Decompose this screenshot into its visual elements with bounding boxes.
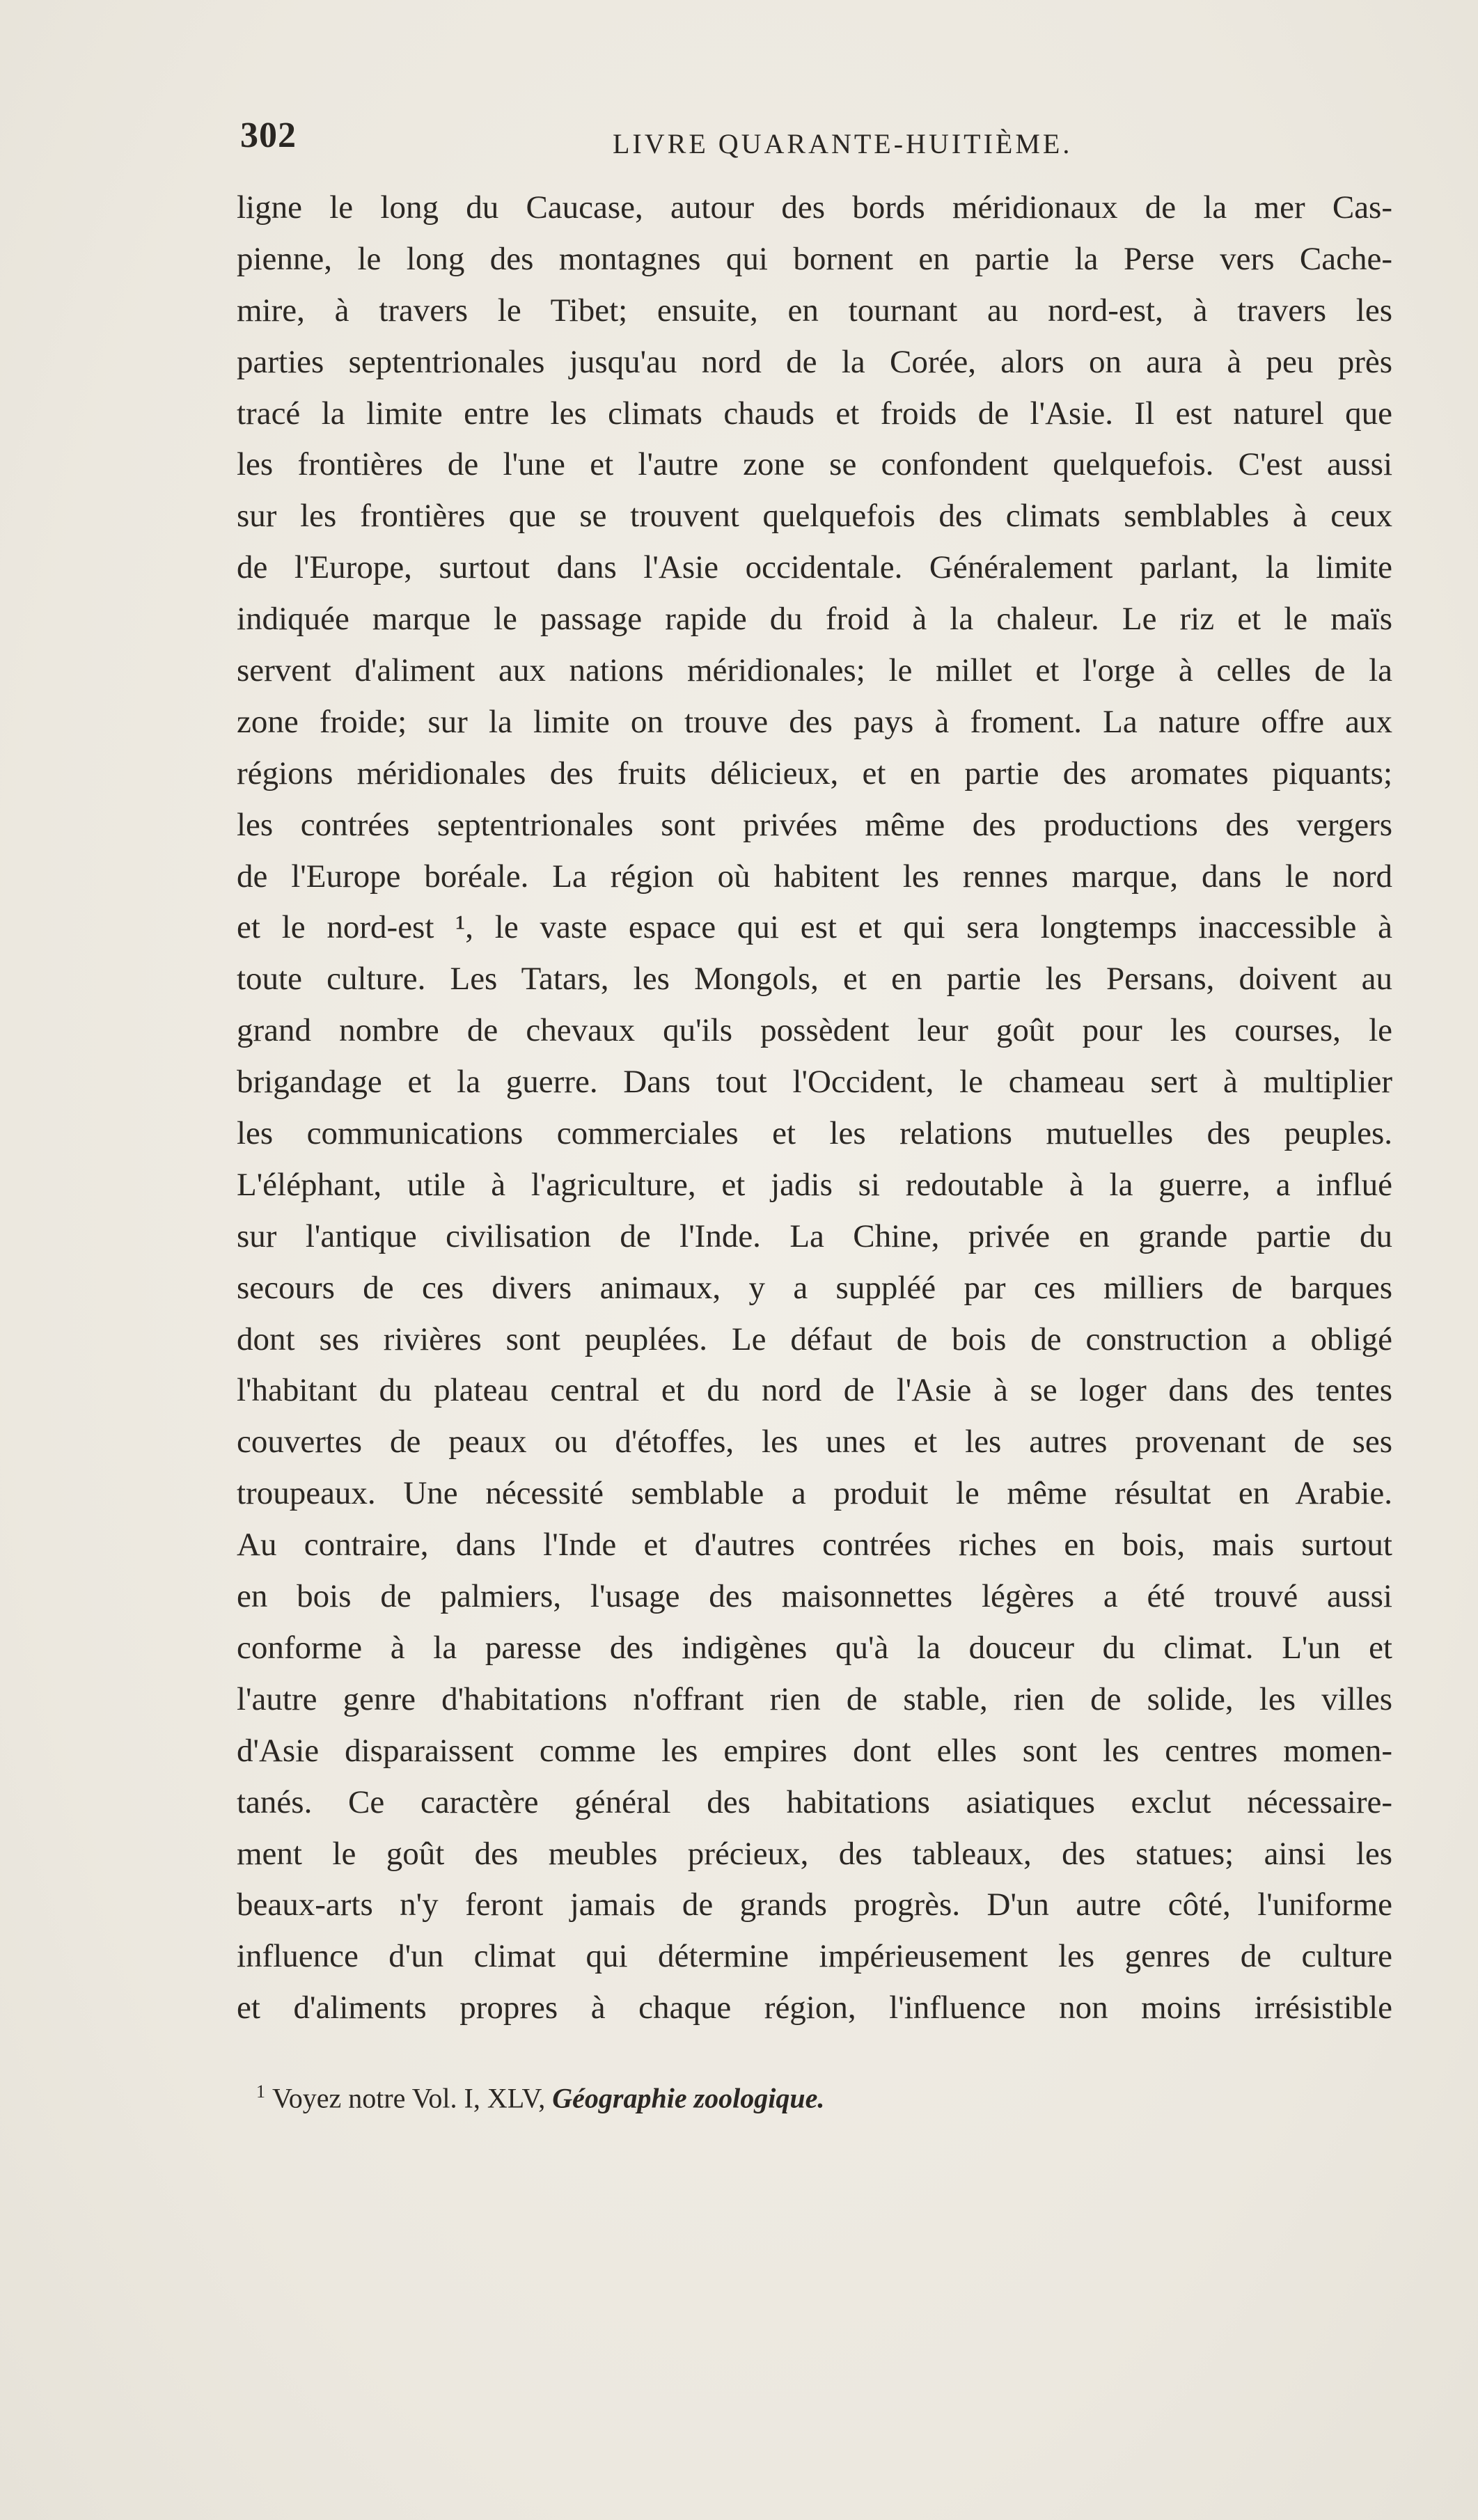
body-text [237,182,1392,2034]
text-line: Au contraire, dans l'Inde et d'autres contrées riches en bois, mais surtout [237,1527,1392,1564]
text-line: et d'aliments propres à chaque région, l'influence non moins irrésistible [237,1990,1392,2026]
text-line: l'habitant du plateau central et du nord de l'Asie à se loger dans des tentes [237,1372,1392,1409]
text-line: les communications commerciales et les relations mutuelles des peuples. [237,1115,1392,1152]
text-line: de l'Europe boréale. La région où habitent les rennes marque, dans le nord [237,858,1392,895]
text-line: d'Asie disparaissent comme les empires dont elles sont les centres momen- [237,1732,1392,1769]
text-line: brigandage et la guerre. Dans tout l'Occident, le chameau sert à multiplier [237,1064,1392,1101]
text-line: et le nord-est ¹, le vaste espace qui est et qui sera longtemps inaccessible à [237,909,1392,946]
text-line: troupeaux. Une nécessité semblable a produit le même résultat en Arabie. [237,1475,1392,1512]
text-line: couvertes de peaux ou d'étoffes, les unes et les autres provenant de ses [237,1424,1392,1460]
page-number: 302 [240,116,297,155]
page-header [237,115,1385,171]
text-line: influence d'un climat qui détermine impérieusement les genres de culture [237,1938,1392,1975]
text-line: de l'Europe, surtout dans l'Asie occidentale. Généralement parlant, la limite [237,549,1392,586]
text-line: dont ses rivières sont peuplées. Le défaut de bois de construction a obligé [237,1321,1392,1357]
text-line: L'éléphant, utile à l'agriculture, et jadis si redoutable à la guerre, a influé [237,1166,1392,1203]
text-line: tanés. Ce caractère général des habitations asiatiques exclut nécessaire- [237,1783,1392,1820]
text-line: indiquée marque le passage rapide du froid à la chaleur. Le riz et le maïs [237,601,1392,638]
text-line: sur les frontières que se trouvent quelquefois des climats semblables à ceux [237,498,1392,535]
footnote [256,2081,1300,2114]
text-line: pienne, le long des montagnes qui bornent en partie la Perse vers Cache- [237,240,1392,277]
text-line: les contrées septentrionales sont privées même des productions des vergers [237,806,1392,843]
text-line: ligne le long du Caucase, autour des bords méridionaux de la mer Cas- [237,189,1392,226]
text-line: ment le goût des meubles précieux, des tableaux, des statues; ainsi les [237,1835,1392,1872]
text-line: mire, à travers le Tibet; ensuite, en tournant au nord-est, à travers les [237,292,1392,329]
text-line: grand nombre de chevaux qu'ils possèdent leur goût pour les courses, le [237,1012,1392,1049]
text-line: régions méridionales des fruits délicieux, et en partie des aromates piquants; [237,755,1392,792]
text-line: en bois de palmiers, l'usage des maisonnettes légères a été trouvé aussi [237,1578,1392,1615]
text-line: conforme à la paresse des indigènes qu'à la douceur du climat. L'un et [237,1629,1392,1666]
footnote-mark: 1 [256,2081,265,2102]
text-line: tracé la limite entre les climats chauds et froids de l'Asie. Il est naturel que [237,395,1392,432]
text-line: beaux-arts n'y feront jamais de grands progrès. D'un autre côté, l'uniforme [237,1887,1392,1923]
text-line: les frontières de l'une et l'autre zone se confondent quelquefois. C'est aussi [237,446,1392,483]
running-head: LIVRE QUARANTE-HUITIÈME. [613,128,1073,159]
text-line: sur l'antique civilisation de l'Inde. La Chine, privée en grande partie du [237,1218,1392,1254]
text-line: zone froide; sur la limite on trouve des pays à froment. La nature offre aux [237,703,1392,740]
text-line: servent d'aliment aux nations méridionales; le millet et l'orge à celles de la [237,652,1392,689]
footnote-text: Voyez notre Vol. I, XLV, [272,2082,553,2114]
footnote-title: Géographie zoologique. [552,2082,825,2114]
text-line: toute culture. Les Tatars, les Mongols, et en partie les Persans, doivent au [237,961,1392,998]
text-line: parties septentrionales jusqu'au nord de la Corée, alors on aura à peu près [237,343,1392,380]
text-line: l'autre genre d'habitations n'offrant rien de stable, rien de solide, les villes [237,1680,1392,1717]
text-line: secours de ces divers animaux, y a suppléé par ces milliers de barques [237,1269,1392,1306]
